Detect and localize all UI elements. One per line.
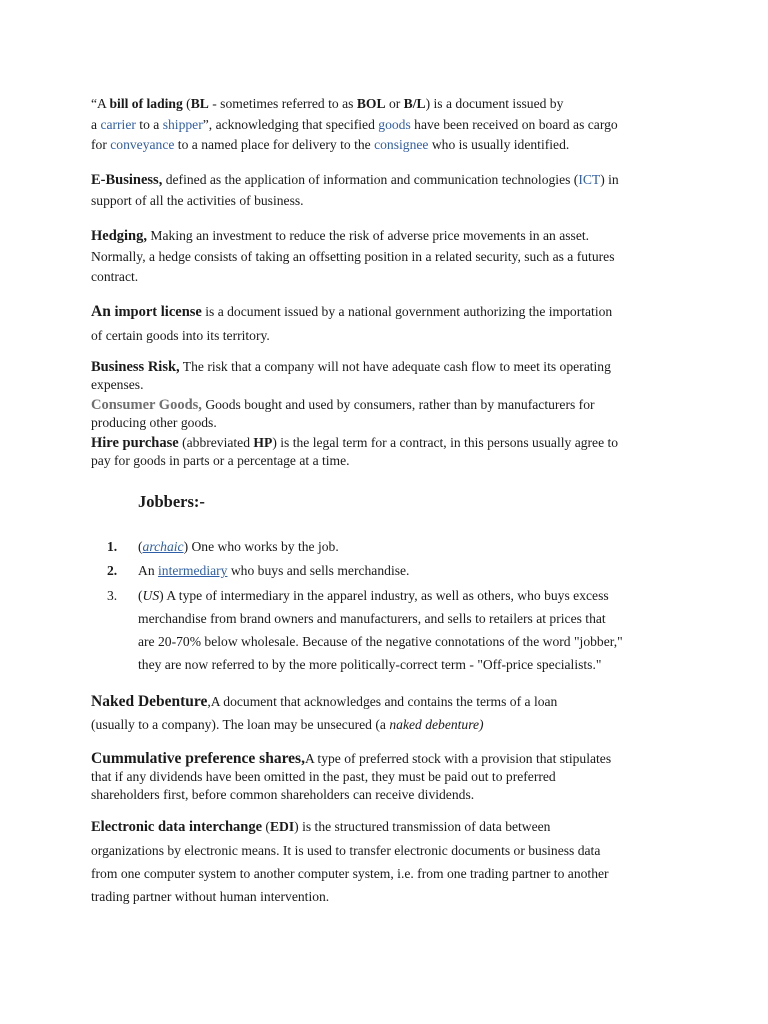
consumer-goods-paragraph: Consumer Goods, Goods bought and used by consumers, rather than by manufacturers for producing other goods. [91,397,595,430]
e-business-paragraph: E-Business, defined as the application of information and communication technologies (ICT) in support of all the activities of business. [91,172,619,208]
naked-debenture-term: Naked Debenture [91,693,208,710]
archaic-link[interactable]: archaic [142,539,184,554]
business-risk-paragraph: Business Risk, The risk that a company will not have adequate cash flow to meet its operating expenses. [91,359,611,392]
list-number: 3. [107,588,118,603]
edi-term: Electronic data interchange [91,819,263,835]
carrier-link[interactable]: carrier [100,116,136,132]
list-number: 1. [107,539,118,554]
cumulative-preference-paragraph: Cummulative preference shares,A type of preferred stock with a provision that stipulates that if any dividends have been omitted in the past, they must be paid out to preferred shareholders first, before common shareholders can receive dividends. [91,750,612,802]
goods-link[interactable]: goods [378,116,411,132]
e-business-term: E-Business, [91,172,163,188]
bill-of-lading-term: bill of lading [109,96,183,111]
edi-paragraph: Electronic data interchange (EDI) is the structured transmission of data between organizations by electronic means. It is used to transfer electronic documents or business data from one computer system to another computer system, i.e. from one trading partner to another trading partner without human intervention. [91,819,609,904]
shipper-link[interactable]: shipper [162,116,203,132]
hire-purchase-paragraph: Hire purchase (abbreviated HP) is the legal term for a contract, in this persons usually agree to pay for goods in parts or a percentage at a time. [91,435,619,468]
ict-link[interactable]: ICT [578,172,601,187]
business-risk-term: Business Risk, [91,359,180,375]
import-license-paragraph: An import license is a document issued by a national government authorizing the importation of certain goods into its territory. [91,303,613,343]
hedging-term: Hedging, [91,228,147,244]
jobbers-heading: Jobbers:- [138,492,205,511]
hedging-paragraph: Hedging, Making an investment to reduce the risk of adverse price movements in an asset. Normally, a hedge consists of taking an offsetting position in a related security, such as a futures contract. [91,228,615,284]
naked-debenture-paragraph: Naked Debenture,A document that acknowledges and contains the terms of a loan (usually to a company). The loan may be unsecured (a naked debenture) [91,693,558,732]
consumer-goods-term: Consumer Goods, [91,397,202,413]
hire-purchase-term: Hire purchase [91,435,179,451]
consignee-link[interactable]: consignee [374,137,429,152]
intermediary-link[interactable]: intermediary [158,563,228,578]
conveyance-link[interactable]: conveyance [110,137,175,152]
bill-of-lading-paragraph: “A bill of lading (BL - sometimes referred to as BOL or B/L) is a document issued by a carrier to a shipper”, acknowledging that specified goods have been received on board as cargo for conveyance to a named place for delivery to the consignee who is usually identified. [91,96,618,152]
import-license-term: import license [110,304,202,320]
document-page: “A bill of lading (BL - sometimes referred to as BOL or B/L) is a document issued by a carrier to a shipper”, acknowledging that specified goods have been received on board as cargo for conveyance to a named place for delivery to the consignee who is usually identified. E-Business, defined as the application of information and communication technologies (ICT) in support of all the activities of business. Hedging, Making an investment to reduce the risk of adverse price movements in an asset. Normally, a hedge consists of taking an offsetting position in a related security, such as a futures contract. An import license is a document issued by a national government authorizing the importation of certain goods into its territory. Business Risk, The risk that a company will not have adequate cash flow to meet its operating expenses. Consumer Goods, Goods bought and used by consumers, rather than by manufacturers for producing other goods. Hire purchase (abbreviated HP) is the legal term for a contract, in this persons usually agree to pay for goods in parts or a percentage at a time. Jobbers:- 1. (archaic) One who works by the job. 2. An intermediary who buys and sells merchandise. 3. (US) A type of intermediary in the apparel industry, as well as others, who buys excess merchandise from brand owners and manufacturers, and sells to retailers at prices that are 20-70% below wholesale. Because of the negative connotations of the word "jobber," they are now referred to by the more politically-correct term - "Off-price specialists." Naked Debenture,A document that acknowledges and contains the terms of a loan (usually to a company). The loan may be unsecured (a naked debenture) Cummulative preference shares,A type of preferred stock with a provision that stipulates that if any dividends have been omitted in the past, they must be paid out to preferred shareholders first, before common shareholders can receive dividends. Electronic data interchange (EDI) is the structured transmission of data between organizations by electronic means. It is used to transfer electronic documents or business data from one computer system to another computer system, i.e. from one trading partner to another trading partner without human intervention. [0,0,768,1024]
list-number: 2. [107,563,118,578]
us-tag: US [142,588,160,603]
cumulative-preference-term: Cummulative preference shares, [91,750,305,767]
